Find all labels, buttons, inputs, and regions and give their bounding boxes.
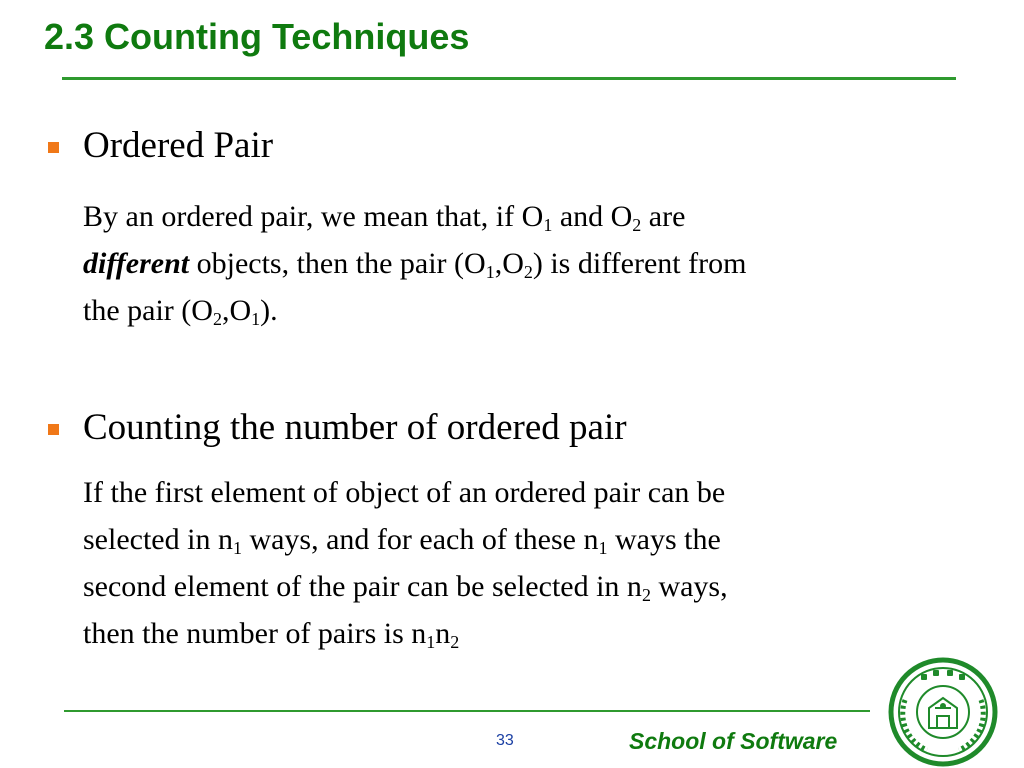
emphasis-text: different [83, 247, 190, 280]
bullet-marker-2 [48, 424, 59, 435]
counting-rule-text: If the first element of object of an ordered pair can be selected in $n_1$ ways, and for each of these $n_1$ ways the second element of the pair can be selected in $n_2$ ways, then the number of pairs is $n_1n_2$ [83, 476, 728, 652]
university-logo-icon [887, 656, 999, 768]
subscript: 1 [232, 538, 242, 558]
title-divider [62, 77, 956, 80]
subscript: 2 [212, 309, 222, 329]
ordered-pair-definition: By an ordered pair, we mean that, if $O_1$ and $O_2$ are different objects, then the pair $(O_1,O_2)$ is different from the pair $(O_2,O_1)$. [83, 200, 747, 329]
footer-school-name: School of Software [629, 728, 838, 754]
slide-title: 2.3 Counting Techniques [44, 16, 470, 57]
subscript: 1 [251, 309, 261, 329]
subscript: 1 [543, 215, 553, 235]
subscript: 2 [641, 585, 651, 605]
subscript: 1 [426, 632, 436, 652]
bullet-heading-counting: Counting the number of ordered pair [83, 407, 627, 448]
subscript: 1 [598, 538, 608, 558]
subscript: 1 [485, 262, 495, 282]
subscript: 2 [523, 262, 533, 282]
page-number: 33 [496, 732, 514, 749]
bullet-heading-ordered-pair: Ordered Pair [83, 125, 274, 166]
bullet-marker-1 [48, 142, 59, 153]
footer-divider [64, 710, 870, 712]
subscript: 2 [450, 632, 460, 652]
subscript: 2 [632, 215, 642, 235]
